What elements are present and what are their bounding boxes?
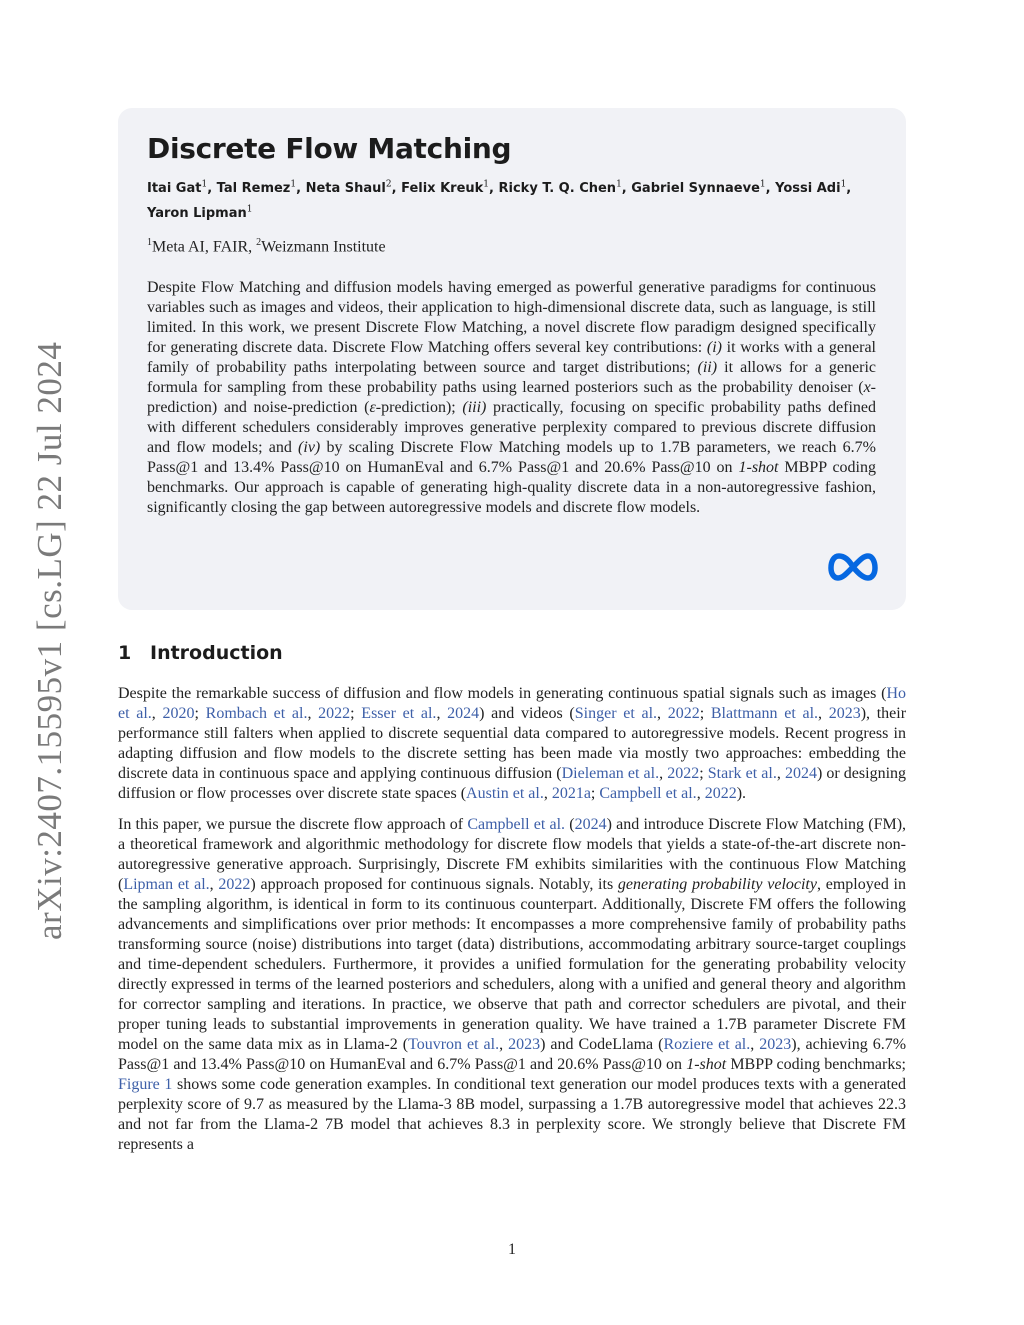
citation-link[interactable]: Figure 1 bbox=[118, 1076, 173, 1093]
citation-link[interactable]: 2023 bbox=[508, 1036, 541, 1053]
citation-link[interactable]: Rombach et al. bbox=[205, 705, 308, 722]
paper-title: Discrete Flow Matching bbox=[147, 132, 512, 165]
citation-link[interactable]: Stark et al. bbox=[707, 765, 777, 782]
affiliation-marker: 1 bbox=[840, 180, 847, 190]
citation-link[interactable]: 2021a bbox=[551, 785, 591, 802]
author-name: Tal Remez$^1$, bbox=[216, 180, 306, 197]
citation-link[interactable]: Blattmann et al. bbox=[710, 705, 819, 722]
abstract-text: Despite Flow Matching and diffusion models having emerged as powerful generative paradigms for continuous variables such as images and videos, their application to high-dimensional discrete data, such as language, is still limited. In this work, we present Discrete Flow Matching, a novel discrete flow paradigm designed specifically for generating discrete data. Discrete Flow Matching offers several key contributions: (i) it works with a general family of probability paths interpolating between source and target distributions; (ii) it allows for a generic formula for sampling from these probability paths using learned posteriors such as the probability denoiser (x-prediction) and noise-prediction (ε-prediction); (iii) practically, focusing on specific probability paths defined with different schedulers considerably improves generative perplexity compared to previous discrete diffusion and flow models; and (iv) by scaling Discrete Flow Matching models up to 1.7B parameters, we reach 6.7% Pass@1 and 13.4% Pass@10 on HumanEval and 6.7% Pass@1 and 20.6% Pass@10 on 1-shot MBPP coding benchmarks. Our approach is capable of generating high-quality discrete data in a non-autoregressive fashion, significantly closing the gap between autoregressive models and discrete flow models. bbox=[147, 278, 877, 516]
affiliation-marker: 1 bbox=[616, 180, 622, 190]
author-name: Itai Gat$^1$, bbox=[147, 180, 217, 197]
emphasis: (iii) bbox=[462, 398, 487, 416]
citation-link[interactable]: Roziere et al. bbox=[663, 1036, 751, 1053]
page-number: 1 bbox=[508, 1241, 516, 1258]
citation-link[interactable]: Campbell et al. bbox=[599, 785, 697, 802]
citation-link[interactable]: Campbell et al. bbox=[467, 816, 566, 833]
emphasis: (i) bbox=[706, 338, 722, 356]
citation-link[interactable]: 2023 bbox=[759, 1036, 792, 1053]
citation-link[interactable]: 2024 bbox=[447, 705, 480, 722]
emphasis: 1-shot bbox=[686, 1056, 727, 1073]
affiliation-marker: 2 bbox=[385, 180, 392, 190]
emphasis: x bbox=[863, 378, 871, 396]
citation-link[interactable]: 2023 bbox=[828, 705, 861, 722]
title-abstract-box bbox=[118, 108, 906, 610]
citation-link[interactable]: 2020 bbox=[162, 705, 195, 722]
citation-link[interactable]: Ho et al. bbox=[118, 685, 906, 722]
abstract bbox=[147, 278, 876, 518]
citation-link[interactable]: 2022 bbox=[667, 705, 700, 722]
citation-link[interactable]: Dieleman et al. bbox=[561, 765, 660, 782]
affiliation-marker: 1 bbox=[483, 180, 490, 190]
affiliations bbox=[147, 237, 876, 256]
author-name: Neta Shaul$^2$, bbox=[305, 180, 402, 197]
citation-link[interactable]: 2022 bbox=[218, 876, 251, 893]
author-list bbox=[147, 175, 876, 224]
meta-logo-icon bbox=[828, 550, 878, 584]
author-name: Felix Kreuk$^1$, bbox=[401, 180, 499, 197]
emphasis: 1-shot bbox=[738, 458, 779, 476]
emphasis: (iv) bbox=[298, 438, 321, 456]
body-paragraph: Despite the remarkable success of diffusion and flow models in generating continuous spatial signals such as images (Ho et al., 2020; Rombach et al., 2022; Esser et al., 2024) and videos (Singer et al., 2022; Blattmann et al., 2023), their performance still falters when applied to discrete sequential data compared to autoregressive models. Recent progress in adapting diffusion and flow models to the discrete setting has been made via mostly two approaches: embedding the discrete data in continuous space and applying continuous diffusion (Dieleman et al., 2022; Stark et al., 2024) or designing diffusion or flow processes over discrete state spaces (Austin et al., 2021a; Campbell et al., 2022). bbox=[118, 685, 907, 802]
author-name: Gabriel Synnaeve$^1$, bbox=[631, 180, 776, 197]
citation-link[interactable]: 2022 bbox=[318, 705, 351, 722]
author-name: Yaron Lipman$^1$ bbox=[147, 204, 253, 221]
affiliation-name: Meta AI, FAIR, bbox=[152, 237, 257, 255]
section-number: 1 bbox=[118, 642, 132, 664]
citation-link[interactable]: 2022 bbox=[704, 785, 737, 802]
section-heading bbox=[118, 642, 283, 664]
affiliation-marker: 1 bbox=[246, 204, 253, 215]
introduction-body bbox=[118, 684, 906, 1166]
affiliation-number: 2 bbox=[256, 236, 262, 248]
author-name: Yossi Adi$^1$, bbox=[775, 180, 852, 197]
affiliation-name: Weizmann Institute bbox=[261, 237, 386, 255]
citation-link[interactable]: Touvron et al. bbox=[408, 1036, 500, 1053]
body-paragraph: In this paper, we pursue the discrete flow approach of Campbell et al. (2024) and introduce Discrete Flow Matching (FM), a theoretical framework and algorithmic methodology for discrete flow models that yields a state-of-the-art discrete non-autoregressive generative approach. Surprisingly, Discrete FM exhibits similarities with the continuous Flow Matching (Lipman et al., 2022) approach proposed for continuous signals. Notably, its generating probability velocity, employed in the sampling algorithm, is identical in form to its continuous counterpart. Additionally, Discrete FM offers the following advancements and simplifications over prior methods: It encompasses a more comprehensive family of probability paths transforming source (noise) distributions into target (data) distributions, accommodating arbitrary source-target couplings and time-dependent schedulers. Furthermore, it provides a unified formulation for the generating probability velocity directly expressed in terms of the learned posteriors and schedulers, along with a unified and general theory and algorithm for corrector sampling and iterations. In practice, we observe that path and corrector schedulers are pivotal, and their proper tuning leads to substantial improvements in generation quality. We have trained a 1.7B parameter Discrete FM model on the same data mix as in Llama-2 (Touvron et al., 2023) and CodeLlama (Roziere et al., 2023), achieving 6.7% Pass@1 and 13.4% Pass@10 on HumanEval and 6.7% Pass@1 and 20.6% Pass@10 on 1-shot MBPP coding benchmarks; Figure 1 shows some code generation examples. In conditional text generation our model produces texts with a generated perplexity score of 9.7 as measured by the Llama-3 8B model, surpassing a 1.7B autoregressive model that achieves 22.3 and not far from the Llama-2 7B model that achieves 8.3 in perplexity score. We strongly believe that Discrete FM represents a bbox=[118, 816, 907, 1153]
author-name: Ricky T. Q. Chen$^1$, bbox=[498, 180, 632, 197]
affiliation-number: 1 bbox=[147, 236, 152, 248]
affiliation-marker: 1 bbox=[201, 180, 208, 190]
citation-link[interactable]: Lipman et al. bbox=[123, 876, 210, 893]
affiliation-marker: 1 bbox=[759, 180, 766, 190]
citation-link[interactable]: Austin et al. bbox=[466, 785, 544, 802]
section-title: Introduction bbox=[150, 642, 283, 664]
emphasis: (ii) bbox=[697, 358, 718, 376]
affiliation-marker: 1 bbox=[290, 180, 297, 190]
citation-link[interactable]: Esser et al. bbox=[361, 705, 437, 722]
citation-link[interactable]: 2024 bbox=[784, 765, 817, 782]
arxiv-identifier: arXiv:2407.15595v1 [cs.LG] 22 Jul 2024 bbox=[30, 341, 69, 940]
emphasis: generating probability velocity bbox=[617, 876, 817, 893]
emphasis: ε bbox=[369, 398, 376, 416]
citation-link[interactable]: 2022 bbox=[667, 765, 700, 782]
citation-link[interactable]: 2024 bbox=[574, 816, 607, 833]
citation-link[interactable]: Singer et al. bbox=[574, 705, 658, 722]
